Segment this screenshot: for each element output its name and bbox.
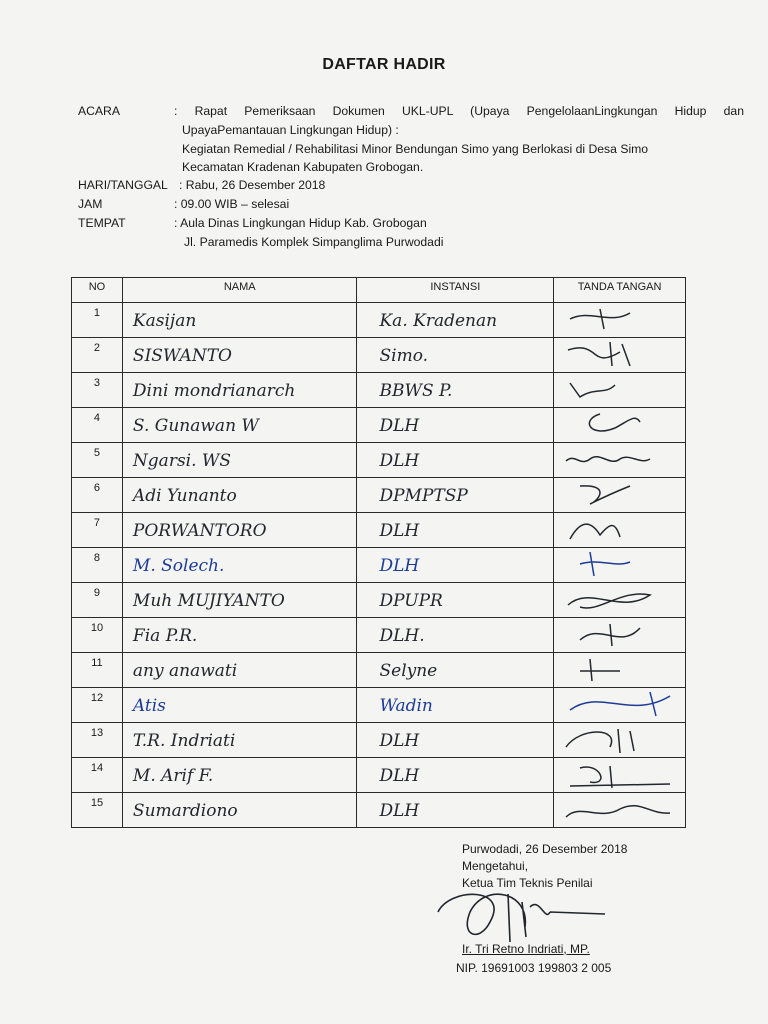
table-row bbox=[72, 793, 686, 828]
row-number: 10 bbox=[72, 618, 123, 653]
signature-image bbox=[560, 620, 680, 648]
signatory-nip: NIP. 19691003 199803 2 005 bbox=[456, 961, 612, 975]
row-instansi: Ka. Kradenan bbox=[379, 311, 498, 331]
jam-label: JAM bbox=[78, 197, 103, 211]
row-signature-cell bbox=[554, 303, 686, 338]
mengetahui-text: Mengetahui, bbox=[462, 859, 529, 873]
row-instansi: DLH bbox=[379, 801, 420, 821]
signature-image bbox=[560, 305, 680, 333]
row-instansi: Wadin bbox=[379, 696, 433, 716]
row-number: 2 bbox=[72, 338, 123, 373]
row-nama: Ngarsi. WS bbox=[132, 451, 232, 471]
row-instansi: DLH bbox=[379, 521, 420, 541]
acara-label: ACARA bbox=[78, 104, 120, 118]
row-instansi: DLH bbox=[379, 731, 420, 751]
row-number: 4 bbox=[72, 408, 123, 443]
row-nama-cell bbox=[122, 408, 357, 443]
signature-image bbox=[560, 655, 680, 683]
row-instansi-cell bbox=[357, 548, 554, 583]
row-instansi-cell bbox=[357, 793, 554, 828]
row-instansi-cell bbox=[357, 688, 554, 723]
row-signature-cell bbox=[554, 443, 686, 478]
table-row bbox=[72, 548, 686, 583]
row-nama: Kasijan bbox=[132, 311, 197, 331]
signature-image bbox=[560, 585, 680, 613]
table-row bbox=[72, 618, 686, 653]
row-signature-cell bbox=[554, 408, 686, 443]
signature-image bbox=[560, 760, 680, 788]
row-signature-cell bbox=[554, 373, 686, 408]
row-instansi: Selyne bbox=[379, 661, 438, 681]
row-nama-cell bbox=[122, 303, 357, 338]
row-instansi-cell bbox=[357, 723, 554, 758]
row-signature-cell bbox=[554, 513, 686, 548]
table-row bbox=[72, 688, 686, 723]
row-number: 6 bbox=[72, 478, 123, 513]
row-nama: Dini mondrianarch bbox=[132, 381, 296, 401]
hari-value: : Rabu, 26 Desember 2018 bbox=[179, 178, 326, 192]
row-number: 1 bbox=[72, 303, 123, 338]
table-row bbox=[72, 513, 686, 548]
row-signature-cell bbox=[554, 793, 686, 828]
signature-image bbox=[560, 725, 680, 753]
row-number: 12 bbox=[72, 688, 123, 723]
row-nama: SISWANTO bbox=[132, 346, 232, 366]
row-instansi: DLH bbox=[379, 766, 420, 786]
row-nama-cell bbox=[122, 758, 357, 793]
row-instansi-cell bbox=[357, 583, 554, 618]
row-nama-cell bbox=[122, 548, 357, 583]
row-nama-cell bbox=[122, 723, 357, 758]
row-nama: M. Arif F. bbox=[132, 766, 214, 786]
row-nama-cell bbox=[122, 338, 357, 373]
table-row bbox=[72, 303, 686, 338]
row-number: 9 bbox=[72, 583, 123, 618]
acara-line-4: Kecamatan Kradenan Kabupaten Grobogan. bbox=[182, 160, 424, 174]
header-no: NO bbox=[72, 278, 123, 303]
row-nama-cell bbox=[122, 618, 357, 653]
row-instansi-cell bbox=[357, 338, 554, 373]
row-instansi: Simo. bbox=[379, 346, 429, 366]
row-nama: T.R. Indriati bbox=[132, 731, 236, 751]
hari-label: HARI/TANGGAL bbox=[78, 178, 168, 192]
row-signature-cell bbox=[554, 338, 686, 373]
acara-line-3: Kegiatan Remedial / Rehabilitasi Minor Bendungan Simo yang Berlokasi di Desa Simo bbox=[182, 142, 649, 156]
row-instansi: DLH bbox=[379, 556, 420, 576]
row-instansi-cell bbox=[357, 443, 554, 478]
row-signature-cell bbox=[554, 583, 686, 618]
row-number: 13 bbox=[72, 723, 123, 758]
tempat-label: TEMPAT bbox=[78, 216, 126, 230]
table-row bbox=[72, 338, 686, 373]
row-nama: Atis bbox=[132, 696, 166, 716]
row-number: 8 bbox=[72, 548, 123, 583]
row-number: 11 bbox=[72, 653, 123, 688]
row-instansi: DLH. bbox=[379, 626, 425, 646]
row-instansi-cell bbox=[357, 618, 554, 653]
row-number: 3 bbox=[72, 373, 123, 408]
row-nama: Fia P.R. bbox=[132, 626, 198, 646]
acara-line-1: : Rapat Pemeriksaan Dokumen UKL-UPL (Upaya PengelolaanLingkungan Hidup dan bbox=[174, 104, 744, 118]
row-nama: any anawati bbox=[132, 661, 238, 681]
signature-image bbox=[560, 795, 680, 823]
signature-image bbox=[560, 550, 680, 578]
table-row bbox=[72, 583, 686, 618]
row-number: 7 bbox=[72, 513, 123, 548]
row-nama-cell bbox=[122, 583, 357, 618]
row-signature-cell bbox=[554, 723, 686, 758]
row-nama-cell bbox=[122, 443, 357, 478]
row-nama: S. Gunawan W bbox=[132, 416, 259, 436]
row-nama-cell bbox=[122, 653, 357, 688]
row-signature-cell bbox=[554, 758, 686, 793]
place-date: Purwodadi, 26 Desember 2018 bbox=[462, 842, 628, 856]
row-nama: Sumardiono bbox=[132, 801, 238, 821]
signature-image bbox=[560, 445, 680, 473]
row-nama-cell bbox=[122, 513, 357, 548]
signature-image bbox=[560, 340, 680, 368]
row-instansi-cell bbox=[357, 303, 554, 338]
signature-image bbox=[560, 375, 680, 403]
header-nama: NAMA bbox=[122, 278, 357, 303]
row-instansi-cell bbox=[357, 408, 554, 443]
row-number: 14 bbox=[72, 758, 123, 793]
row-signature-cell bbox=[554, 478, 686, 513]
row-signature-cell bbox=[554, 653, 686, 688]
signatory-name: Ir. Tri Retno Indriati, MP. bbox=[462, 942, 590, 956]
table-row bbox=[72, 478, 686, 513]
acara-line-2: UpayaPemantauan Lingkungan Hidup) : bbox=[182, 123, 399, 137]
table-row bbox=[72, 723, 686, 758]
row-instansi: DPMPTSP bbox=[379, 486, 468, 506]
page-title: DAFTAR HADIR bbox=[322, 56, 446, 73]
row-instansi: DLH bbox=[379, 451, 420, 471]
row-nama-cell bbox=[122, 688, 357, 723]
table-row bbox=[72, 408, 686, 443]
attendance-table bbox=[71, 277, 686, 828]
table-row bbox=[72, 373, 686, 408]
row-signature-cell bbox=[554, 618, 686, 653]
row-instansi-cell bbox=[357, 758, 554, 793]
row-instansi-cell bbox=[357, 513, 554, 548]
table-header-row bbox=[72, 278, 686, 303]
tempat-line-2: Jl. Paramedis Komplek Simpanglima Purwodadi bbox=[184, 235, 444, 249]
table-row bbox=[72, 758, 686, 793]
row-number: 5 bbox=[72, 443, 123, 478]
row-nama: M. Solech. bbox=[132, 556, 225, 576]
row-instansi-cell bbox=[357, 653, 554, 688]
position-title: Ketua Tim Teknis Penilai bbox=[462, 876, 593, 890]
jam-value: : 09.00 WIB – selesai bbox=[174, 197, 290, 211]
header-tanda-tangan: TANDA TANGAN bbox=[554, 278, 686, 303]
row-nama: Muh MUJIYANTO bbox=[132, 591, 285, 611]
row-instansi: BBWS P. bbox=[379, 381, 453, 401]
table-row bbox=[72, 443, 686, 478]
row-signature-cell bbox=[554, 688, 686, 723]
row-instansi: DPUPR bbox=[379, 591, 443, 611]
row-nama-cell bbox=[122, 793, 357, 828]
row-instansi-cell bbox=[357, 373, 554, 408]
signature-image bbox=[560, 410, 680, 438]
header-instansi: INSTANSI bbox=[357, 278, 554, 303]
row-nama-cell bbox=[122, 478, 357, 513]
signature-image bbox=[560, 480, 680, 508]
row-signature-cell bbox=[554, 548, 686, 583]
row-nama: PORWANTORO bbox=[132, 521, 267, 541]
signature-image bbox=[560, 690, 680, 718]
row-instansi: DLH bbox=[379, 416, 420, 436]
row-number: 15 bbox=[72, 793, 123, 828]
table-row bbox=[72, 653, 686, 688]
row-nama: Adi Yunanto bbox=[132, 486, 237, 506]
tempat-line-1: : Aula Dinas Lingkungan Hidup Kab. Grobogan bbox=[174, 216, 427, 230]
row-instansi-cell bbox=[357, 478, 554, 513]
signature-image bbox=[560, 515, 680, 543]
row-nama-cell bbox=[122, 373, 357, 408]
